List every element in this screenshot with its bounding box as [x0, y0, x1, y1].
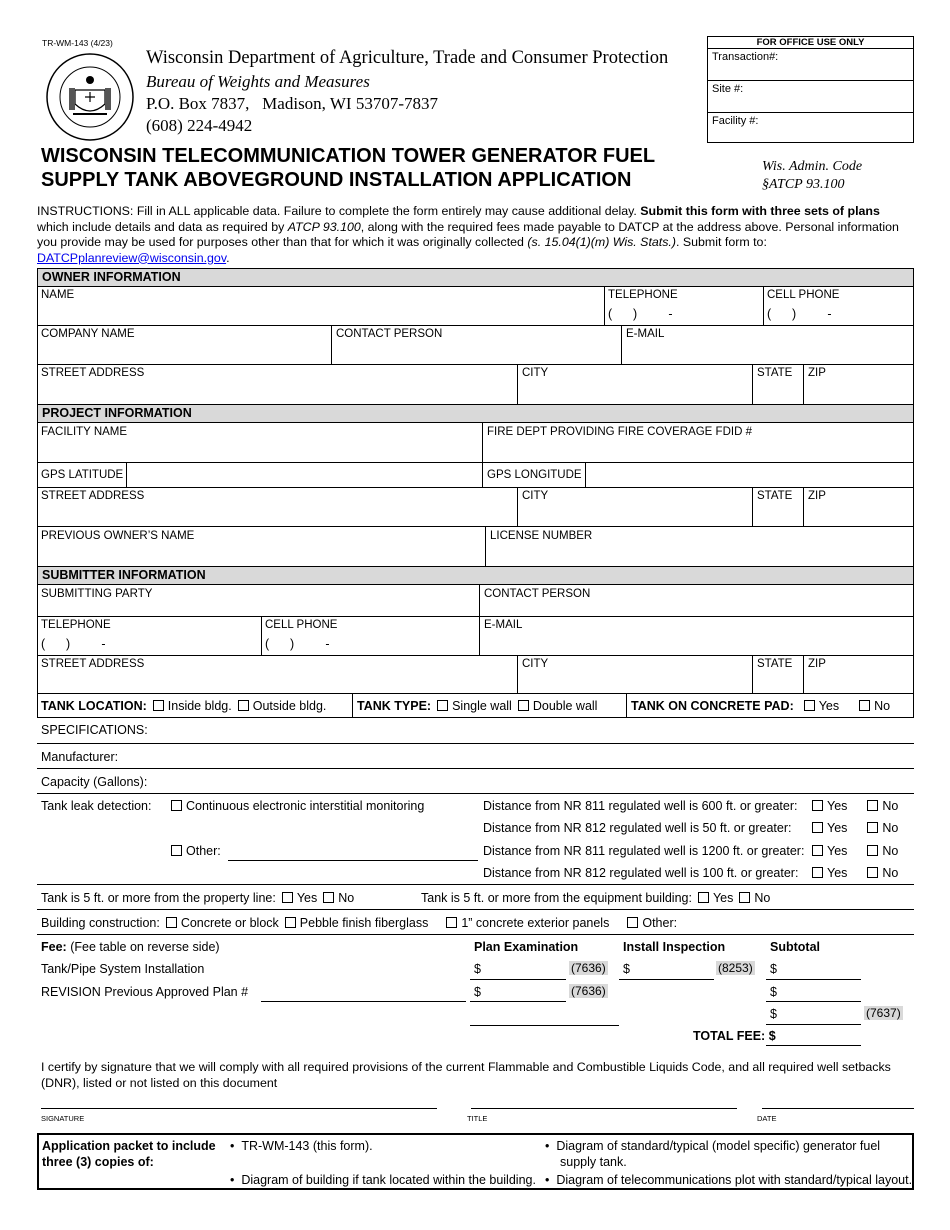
concrete-panels-checkbox[interactable] [446, 917, 457, 928]
install-inspection-header: Install Inspection [623, 940, 726, 954]
owner-cell-mask: ( ) - [767, 307, 832, 321]
bldg-other-checkbox[interactable] [627, 917, 638, 928]
dist3-yes-no: Yes No [806, 844, 898, 858]
subtotal-header: Subtotal [770, 940, 820, 954]
gps-longitude-label[interactable]: GPS LONGITUDE [487, 469, 582, 481]
dist2-no-checkbox[interactable] [867, 822, 878, 833]
dist1-yes-checkbox[interactable] [812, 800, 823, 811]
tank-concrete-pad: TANK ON CONCRETE PAD: Yes No [631, 699, 891, 713]
inside-bldg-checkbox[interactable] [153, 700, 164, 711]
row2-plan-dollar: $ [474, 985, 481, 999]
submitter-section-header: SUBMITTER INFORMATION [37, 566, 914, 585]
admin-code-line2: §ATCP 93.100 [762, 177, 845, 192]
submitting-party-label[interactable]: SUBMITTING PARTY [41, 588, 153, 600]
form-id: TR-WM-143 (4/23) [42, 38, 113, 48]
equip-yes-checkbox[interactable] [698, 892, 709, 903]
packet-item-tank-diagram: • Diagram of standard/typical (model specific) generator fuel [545, 1139, 881, 1153]
distance-812-100: Distance from NR 812 regulated well is 100 ft. or greater: [483, 866, 799, 880]
submitter-city-label[interactable]: CITY [522, 658, 549, 670]
tank-type: TANK TYPE: Single wall Double wall [357, 699, 598, 713]
packet-item-plot-diagram: • Diagram of telecommunications plot with standard/typical layout. [545, 1173, 913, 1187]
continuous-monitoring: Continuous electronic interstitial monitoring [165, 799, 424, 813]
dist1-no-checkbox[interactable] [867, 800, 878, 811]
row3-subtotal-dollar: $ [770, 1007, 777, 1021]
outside-bldg-checkbox[interactable] [238, 700, 249, 711]
date-label[interactable]: DATE [757, 1114, 777, 1123]
packet-item-form: • TR-WM-143 (this form). [230, 1139, 373, 1153]
submitter-telephone-mask: ( ) - [41, 637, 106, 651]
leak-other-checkbox[interactable] [171, 845, 182, 856]
dist2-yes-checkbox[interactable] [812, 822, 823, 833]
leak-detection-label: Tank leak detection: [41, 799, 152, 813]
facility-name-label[interactable]: FACILITY NAME [41, 426, 128, 438]
distance-812-50: Distance from NR 812 regulated well is 50 ft. or greater: [483, 821, 792, 835]
submitter-cell-mask: ( ) - [265, 637, 330, 651]
project-state-label[interactable]: STATE [757, 490, 793, 502]
row2-subtotal-dollar: $ [770, 985, 777, 999]
signature-label[interactable]: SIGNATURE [41, 1114, 85, 1123]
code-7636-b: (7636) [571, 984, 606, 998]
specifications-title: SPECIFICATIONS: [41, 723, 148, 737]
code-8253: (8253) [718, 961, 753, 975]
office-use-title: FOR OFFICE USE ONLY [708, 37, 913, 49]
submitter-street-label[interactable]: STREET ADDRESS [41, 658, 145, 670]
form-title-line1: WISCONSIN TELECOMMUNICATION TOWER GENERATOR FUEL [41, 145, 656, 167]
license-number-label[interactable]: LICENSE NUMBER [490, 530, 593, 542]
single-wall-checkbox[interactable] [437, 700, 448, 711]
submitter-cell-label[interactable]: CELL PHONE [265, 619, 338, 631]
submit-email-link[interactable]: DATCPplanreview@wisconsin.gov [37, 250, 227, 265]
owner-telephone-mask: ( ) - [608, 307, 673, 321]
dist2-yes-no: Yes No [806, 821, 898, 835]
double-wall-checkbox[interactable] [518, 700, 529, 711]
form-title-line2: SUPPLY TANK ABOVEGROUND INSTALLATION APPLICATION [41, 169, 632, 191]
owner-email-label[interactable]: E-MAIL [626, 328, 665, 340]
agency-name: Wisconsin Department of Agriculture, Trade and Consumer Protection [146, 48, 669, 68]
submitter-zip-label[interactable]: ZIP [808, 658, 826, 670]
tank-pipe-row-label: Tank/Pipe System Installation [41, 962, 205, 976]
prop-line-yes-checkbox[interactable] [282, 892, 293, 903]
project-section-header: PROJECT INFORMATION [37, 404, 914, 423]
owner-contact-label[interactable]: CONTACT PERSON [336, 328, 443, 340]
office-use-box [707, 36, 914, 143]
owner-section-header: OWNER INFORMATION [37, 268, 914, 287]
total-fee-label: TOTAL FEE: $ [693, 1029, 776, 1043]
row1-plan-dollar: $ [474, 962, 481, 976]
fee-label: Fee: (Fee table on reverse side) [41, 940, 220, 954]
plan-exam-header: Plan Examination [474, 940, 579, 954]
owner-cell-label[interactable]: CELL PHONE [767, 289, 840, 301]
row1-subtotal-dollar: $ [770, 962, 777, 976]
pad-no-checkbox[interactable] [859, 700, 870, 711]
pebble-fiberglass-checkbox[interactable] [285, 917, 296, 928]
revision-row-label: REVISION Previous Approved Plan # [41, 985, 249, 999]
site-label[interactable]: Site #: [708, 81, 913, 113]
owner-state-label[interactable]: STATE [757, 367, 793, 379]
project-zip-label[interactable]: ZIP [808, 490, 826, 502]
owner-company-label[interactable]: COMPANY NAME [41, 328, 135, 340]
owner-city-label[interactable]: CITY [522, 367, 549, 379]
property-line-question: Tank is 5 ft. or more from the property line: Yes No [41, 891, 355, 905]
continuous-monitoring-checkbox[interactable] [171, 800, 182, 811]
project-city-label[interactable]: CITY [522, 490, 549, 502]
submitter-telephone-label[interactable]: TELEPHONE [41, 619, 111, 631]
submitter-state-label[interactable]: STATE [757, 658, 793, 670]
transaction-label[interactable]: Transaction#: [708, 49, 913, 81]
owner-zip-label[interactable]: ZIP [808, 367, 826, 379]
tank-location: TANK LOCATION: Inside bldg. Outside bldg. [41, 699, 327, 713]
packet-label-line2: three (3) copies of: [42, 1155, 154, 1169]
packet-item-building-diagram: • Diagram of building if tank located within the building. [230, 1173, 536, 1187]
title-label[interactable]: TITLE [467, 1114, 488, 1123]
instructions: INSTRUCTIONS: Fill in ALL applicable data. Failure to complete the form entirely may cause additional delay. Submit this form with three sets of plans which include details and data as required by ATCP 93.100, along with the required fees made payable to DATCP at the address above. Personal information you provide may be used for purposes other than that for which it was originally collected (s. 15.04(1)(m) Wis. Stats.). Submit form to: DATCPplanreview@wisconsin.gov. [37, 204, 899, 265]
equip-no-checkbox[interactable] [739, 892, 750, 903]
wisconsin-seal-icon [45, 52, 135, 142]
agency-address: P.O. Box 7837, Madison, WI 53707-7837 [146, 94, 438, 113]
packet-item-tank-diagram-cont: supply tank. [560, 1155, 627, 1169]
fire-dept-label[interactable]: FIRE DEPT PROVIDING FIRE COVERAGE FDID # [487, 426, 752, 438]
row1-install-dollar: $ [623, 962, 630, 976]
bureau-name: Bureau of Weights and Measures [146, 72, 370, 91]
submitter-contact-label[interactable]: CONTACT PERSON [484, 588, 591, 600]
manufacturer-label[interactable]: Manufacturer: [41, 750, 119, 764]
code-7637: (7637) [866, 1006, 901, 1020]
facility-label[interactable]: Facility #: [712, 115, 759, 127]
dist4-no-checkbox[interactable] [867, 867, 878, 878]
code-7636-a: (7636) [571, 961, 606, 975]
leak-other: Other: [165, 844, 221, 858]
submitter-email-label[interactable]: E-MAIL [484, 619, 523, 631]
owner-telephone-label[interactable]: TELEPHONE [608, 289, 678, 301]
building-construction: Building construction: Concrete or block Pebble finish fiberglass 1” concrete exterior panels Other: [41, 916, 678, 930]
concrete-block-checkbox[interactable] [166, 917, 177, 928]
dist3-no-checkbox[interactable] [867, 845, 878, 856]
certification-statement: I certify by signature that we will comply with all required provisions of the current Flammable and Combustible Liquids Code, and all required well setbacks (DNR), listed or not listed on this document [41, 1060, 891, 1090]
prop-line-no-checkbox[interactable] [323, 892, 334, 903]
dist3-yes-checkbox[interactable] [812, 845, 823, 856]
dist4-yes-checkbox[interactable] [812, 867, 823, 878]
distance-811-1200: Distance from NR 811 regulated well is 1200 ft. or greater: [483, 844, 805, 858]
project-street-label[interactable]: STREET ADDRESS [41, 490, 145, 502]
packet-label-line1: Application packet to include [42, 1139, 216, 1153]
equipment-building-question: Tank is 5 ft. or more from the equipment building: Yes No [421, 891, 771, 905]
pad-yes-checkbox[interactable] [804, 700, 815, 711]
capacity-label[interactable]: Capacity (Gallons): [41, 775, 148, 789]
previous-owner-label[interactable]: PREVIOUS OWNER’S NAME [41, 530, 195, 542]
agency-phone: (608) 224-4942 [146, 116, 253, 135]
dist1-yes-no: Yes No [806, 799, 898, 813]
distance-811-600: Distance from NR 811 regulated well is 600 ft. or greater: [483, 799, 798, 813]
admin-code-line1: Wis. Admin. Code [762, 159, 863, 174]
owner-name-label[interactable]: NAME [41, 289, 75, 301]
dist4-yes-no: Yes No [806, 866, 898, 880]
owner-street-label[interactable]: STREET ADDRESS [41, 367, 145, 379]
gps-latitude-label[interactable]: GPS LATITUDE [41, 469, 124, 481]
